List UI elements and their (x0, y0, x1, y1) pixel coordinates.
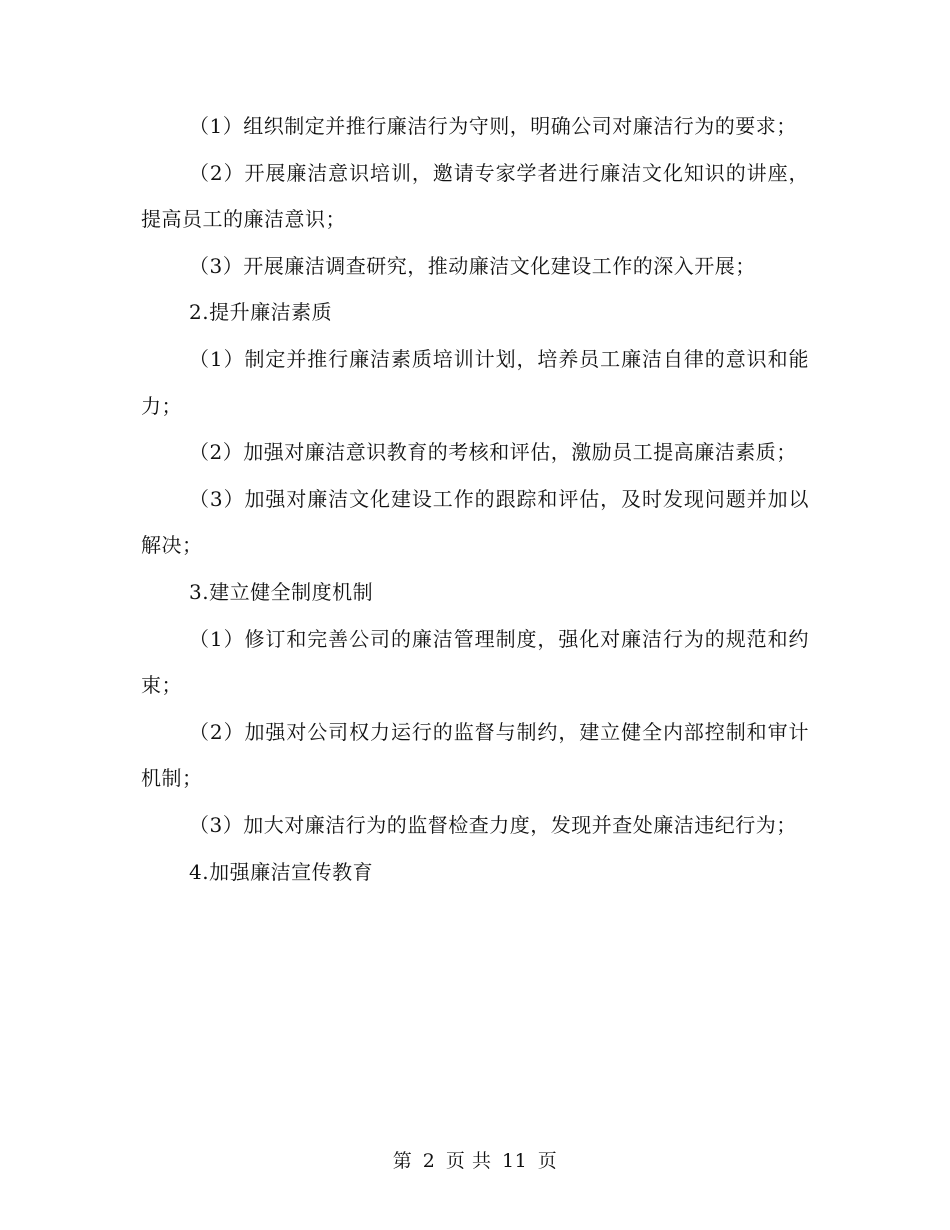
paragraph: （3）开展廉洁调查研究，推动廉洁文化建设工作的深入开展； (189, 253, 756, 278)
page-footer (0, 1146, 950, 1173)
paragraph: （3）加强对廉洁文化建设工作的跟踪和评估，及时发现问题并加以解决； (141, 486, 809, 558)
paragraph: （1）修订和完善公司的廉洁管理制度，强化对廉洁行为的规范和约束； (141, 626, 809, 698)
total-page-count: 11 (502, 1150, 528, 1172)
footer-middle: 页 共 (445, 1150, 492, 1172)
footer-prefix: 第 (392, 1150, 413, 1172)
page-body (141, 103, 809, 895)
paragraph: （2）加强对廉洁意识教育的考核和评估，激励员工提高廉洁素质； (189, 440, 797, 465)
paragraph: （3）加大对廉洁行为的监督检查力度，发现并查处廉洁违纪行为； (189, 812, 797, 837)
paragraph: （2）开展廉洁意识培训，邀请专家学者进行廉洁文化知识的讲座，提高员工的廉洁意识； (141, 160, 809, 232)
footer-suffix: 页 (537, 1150, 558, 1172)
paragraph: （1）组织制定并推行廉洁行为守则，明确公司对廉洁行为的要求； (189, 114, 797, 138)
section-heading: 3.建立健全制度机制 (189, 579, 374, 604)
paragraph: （1）制定并推行廉洁素质培训计划，培养员工廉洁自律的意识和能力； (141, 346, 809, 418)
current-page-number: 2 (422, 1150, 436, 1172)
paragraph: （2）加强对公司权力运行的监督与制约，建立健全内部控制和审计机制； (141, 719, 809, 791)
section-heading: 2.提升廉洁素质 (189, 300, 333, 325)
section-heading: 4.加强廉洁宣传教育 (189, 859, 374, 884)
